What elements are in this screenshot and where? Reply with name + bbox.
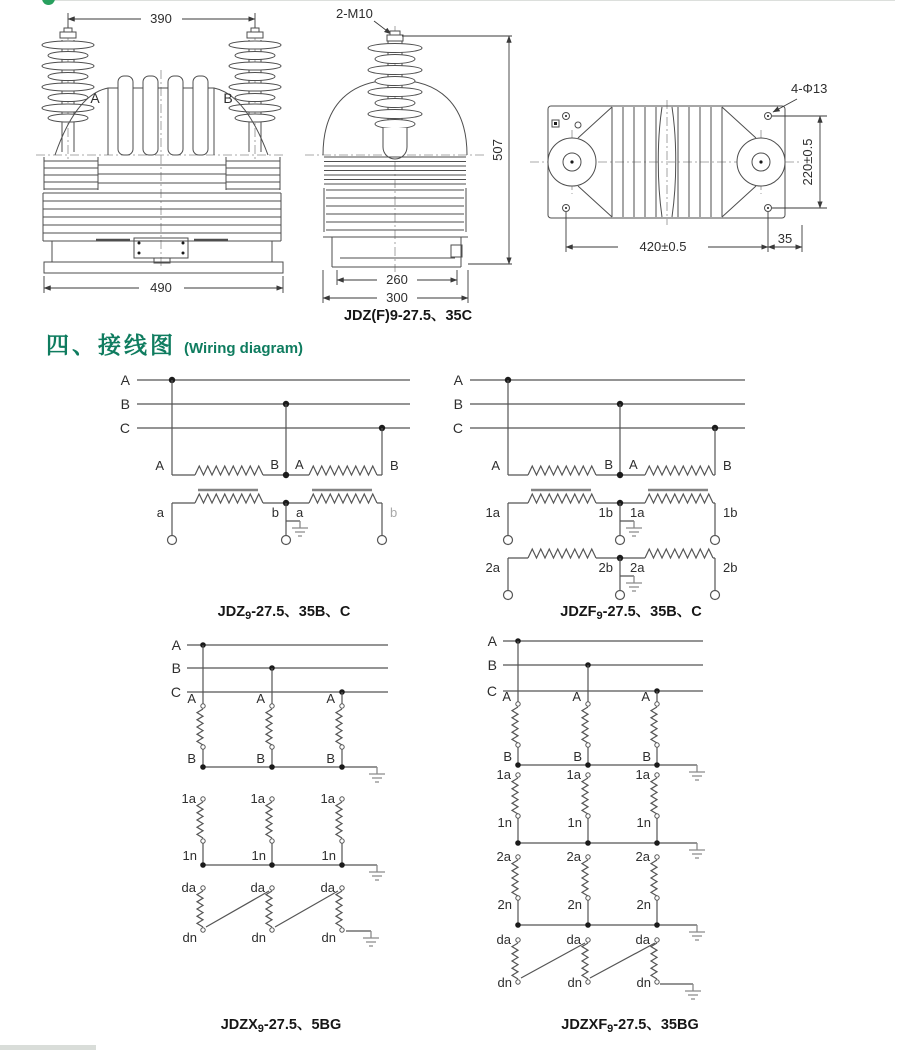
winding-label: 2a — [485, 560, 500, 575]
winding-label: B — [256, 751, 265, 766]
diagram-caption: $JDZXF_9-27.5$、35BG — [561, 1017, 699, 1035]
winding-label: 1n — [497, 815, 512, 830]
winding-label: da — [635, 932, 650, 947]
section-heading-zh: 四、接线图 — [46, 332, 176, 358]
winding-label: a — [156, 505, 164, 520]
winding-label: dn — [321, 930, 336, 945]
bus-label: B — [171, 660, 181, 676]
top-view — [530, 81, 827, 254]
bus-label: B — [453, 396, 463, 412]
winding-label: 2b — [598, 560, 613, 575]
dim-300: 300 — [386, 290, 408, 305]
winding-label: b — [271, 505, 279, 520]
wiring-diagrams — [0, 365, 900, 1050]
winding-label: 2n — [636, 897, 651, 912]
winding-label: 1a — [485, 505, 500, 520]
winding-label: A — [326, 691, 335, 706]
winding-label: B — [604, 457, 613, 472]
winding-label: B — [390, 458, 399, 473]
winding-label: da — [320, 880, 335, 895]
winding-label: dn — [182, 930, 197, 945]
winding-label: 1a — [635, 767, 650, 782]
winding-label: A — [629, 457, 638, 472]
bus-label: C — [170, 684, 181, 700]
winding-label: 2a — [635, 849, 650, 864]
holes-label: 4-Φ13 — [791, 81, 828, 96]
bus-label: A — [453, 372, 463, 388]
bus-label: B — [120, 396, 130, 412]
winding-label: 2a — [630, 560, 645, 575]
winding-label: 1b — [723, 505, 738, 520]
section-heading — [46, 327, 303, 360]
winding-label: da — [250, 880, 265, 895]
winding-label: 1b — [598, 505, 613, 520]
terminal-b-label: B — [223, 90, 233, 106]
winding-label: 1a — [250, 791, 265, 806]
winding-label: B — [503, 749, 512, 764]
winding-label: da — [181, 880, 196, 895]
terminal-a-label: A — [90, 90, 100, 106]
winding-label: 2n — [497, 897, 512, 912]
wiring-diagram-jdzf9 — [453, 372, 745, 622]
winding-label: 1n — [567, 815, 582, 830]
winding-label: B — [326, 751, 335, 766]
bus-label: C — [452, 420, 463, 436]
dim-490: 490 — [150, 280, 172, 295]
outline-caption: JDZ(F)9-27.5、35C — [343, 308, 473, 324]
dim-220: 220±0.5 — [800, 138, 815, 186]
winding-label: dn — [636, 975, 651, 990]
bus-label: C — [486, 683, 497, 699]
winding-label: A — [491, 458, 500, 473]
section-heading-en: (Wiring diagram) — [184, 340, 304, 357]
front-view — [36, 11, 285, 295]
side-body — [323, 157, 468, 267]
diagram-caption: $JDZ_9-27.5$、35B、C — [217, 604, 351, 622]
winding-label: da — [566, 932, 581, 947]
winding-label: B — [642, 749, 651, 764]
dim-507: 507 — [490, 139, 505, 161]
winding-label: B — [270, 457, 279, 472]
wiring-diagram-jdzxf9 — [487, 633, 705, 1035]
winding-label: 1a — [566, 767, 581, 782]
winding-label: dn — [497, 975, 512, 990]
winding-label: A — [641, 689, 650, 704]
winding-label: A — [256, 691, 265, 706]
winding-label: 1n — [182, 848, 197, 863]
winding-label: 1a — [496, 767, 511, 782]
wiring-diagram-jdz9 — [120, 372, 410, 622]
winding-label: 1n — [321, 848, 336, 863]
bus-label: A — [487, 633, 497, 649]
winding-label: dn — [251, 930, 266, 945]
bolt-label: 2-M10 — [336, 6, 373, 21]
diagram-caption: $JDZX_9-27.5$、5BG — [220, 1017, 342, 1035]
winding-label: B — [187, 751, 196, 766]
outline-drawings — [0, 0, 900, 330]
bus-label: A — [171, 637, 181, 653]
winding-label: dn — [567, 975, 582, 990]
winding-label: 2a — [566, 849, 581, 864]
winding-label: 1n — [251, 848, 266, 863]
bus-label: B — [487, 657, 497, 673]
winding-label: A — [155, 458, 164, 473]
winding-label: 2a — [496, 849, 511, 864]
side-view — [305, 6, 512, 324]
winding-label: a — [296, 505, 304, 520]
diagram-caption: $JDZF_9-27.5$、35B、C — [560, 604, 702, 622]
winding-label: A — [502, 689, 511, 704]
winding-label: 2n — [567, 897, 582, 912]
dim-390: 390 — [150, 11, 172, 26]
side-bushing — [368, 31, 422, 159]
bus-label: C — [119, 420, 130, 436]
winding-label: 1n — [636, 815, 651, 830]
wiring-diagram-jdzx9 — [171, 637, 388, 1035]
winding-label: 1a — [181, 791, 196, 806]
winding-label: A — [295, 457, 304, 472]
winding-label: b — [390, 505, 398, 520]
winding-label: 2b — [723, 560, 738, 575]
winding-label: B — [723, 458, 732, 473]
dim-420: 420±0.5 — [639, 239, 687, 254]
winding-label: A — [187, 691, 196, 706]
winding-label: 1a — [320, 791, 335, 806]
winding-label: B — [573, 749, 582, 764]
dim-35: 35 — [777, 231, 793, 246]
bus-label: A — [120, 372, 130, 388]
winding-label: da — [496, 932, 511, 947]
winding-label: 1a — [630, 505, 645, 520]
dim-260: 260 — [386, 272, 408, 287]
winding-label: A — [572, 689, 581, 704]
